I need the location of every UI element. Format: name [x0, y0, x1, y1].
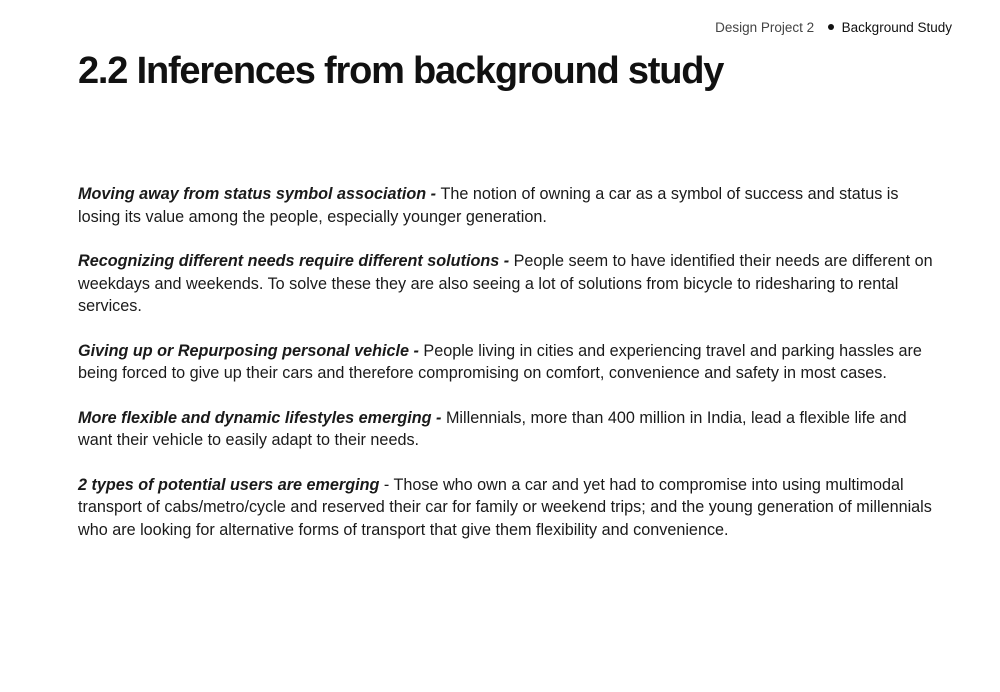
inference-paragraph — [78, 407, 940, 452]
inference-heading: Giving up or Repurposing personal vehicle - — [78, 341, 424, 360]
inference-paragraph — [78, 250, 940, 318]
inference-paragraph — [78, 474, 940, 542]
inference-heading: 2 types of potential users are emerging — [78, 475, 380, 494]
inference-text: - Those who own a car and yet had to compromise into using multimodal transport of cabs/metro/cycle and reserved their car for family or weekend trips; and the young generation of millennials who are looking for alternative forms of transport that give them flexibility and convenience. — [78, 475, 932, 539]
inference-paragraph — [78, 340, 940, 385]
inference-heading: Recognizing different needs require different solutions - — [78, 252, 514, 270]
section-label: Background Study — [841, 20, 952, 35]
page-title: 2.2 Inferences from background study — [78, 50, 724, 92]
inference-text: People seem to have identified their needs are different on weekdays and weekends. To solve these they are also seeing a lot of solutions from bicycle to ridesharing to rental services. — [78, 252, 933, 315]
bullet-icon — [828, 24, 834, 30]
inference-heading: Moving away from status symbol association - — [78, 185, 441, 203]
inference-text: The notion of owning a car as a symbol of success and status is losing its value among the people, especially younger generation. — [78, 185, 899, 226]
inferences-list — [78, 183, 940, 563]
inference-paragraph — [78, 183, 940, 228]
inference-text: Millennials, more than 400 million in India, lead a flexible life and want their vehicle to easily adapt to their needs. — [78, 408, 907, 449]
project-label: Design Project 2 — [715, 20, 815, 35]
inference-heading: More flexible and dynamic lifestyles emerging - — [78, 408, 446, 427]
page-header — [715, 20, 952, 35]
inference-text: People living in cities and experiencing travel and parking hassles are being forced to give up their cars and therefore compromising on comfort, convenience and safety in most cases. — [78, 341, 922, 382]
